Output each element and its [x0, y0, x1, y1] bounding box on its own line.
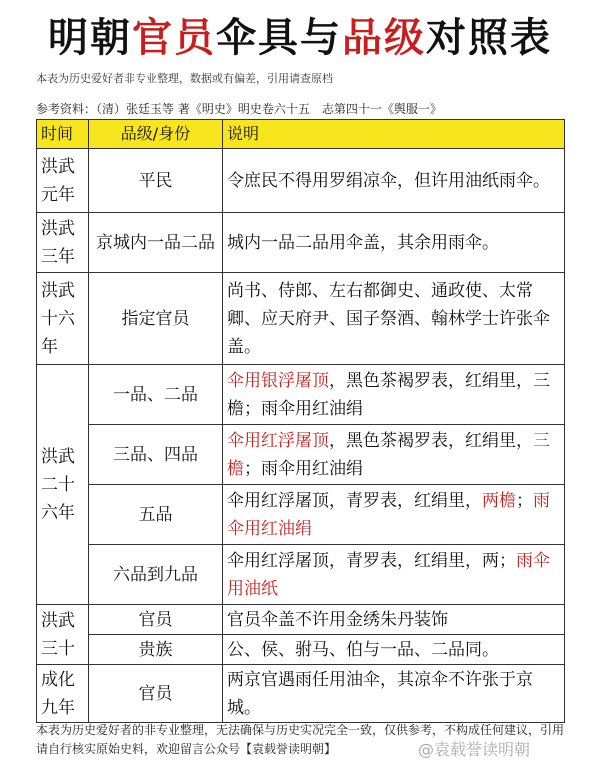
era-cell: 洪武三年	[37, 213, 89, 273]
rank-cell: 贵族	[89, 635, 223, 665]
subtitle-note: 本表为历史爱好者非专业整理，数据或有偏差，引用请查原档	[36, 72, 333, 85]
rank-cell: 指定官员	[89, 273, 223, 365]
desc-text: 伞用红浮屠顶，青罗表，红绢里，	[227, 490, 482, 511]
desc-text: ，黑色茶褐罗表，红绢里，	[329, 430, 533, 451]
rank-cell: 京城内一品二品	[89, 213, 223, 273]
desc-cell: 城内一品二品用伞盖，其余用雨伞。	[223, 213, 565, 273]
umbrella-rank-table	[36, 119, 565, 723]
highlight-text: 伞用红浮屠顶	[227, 430, 329, 451]
highlight-text: 两檐	[482, 490, 516, 511]
title-part: 官员	[132, 15, 216, 61]
title-part: 对照表	[426, 15, 552, 61]
era-cell: 成化九年	[37, 665, 89, 723]
table-row	[37, 545, 565, 605]
watermark: @袁载誉读明朝	[418, 740, 531, 759]
table-row	[37, 365, 565, 425]
table-row	[37, 635, 565, 665]
table-row	[37, 213, 565, 273]
title-part: 伞具	[216, 15, 300, 61]
desc-text: 伞用红浮屠顶，青罗表，红绢里，两；	[227, 550, 516, 571]
desc-cell: 两京官遇雨任用油伞，其凉伞不许张于京城。	[223, 665, 565, 723]
highlight-text: 伞用银浮屠顶	[227, 370, 329, 391]
rank-cell: 三品、四品	[89, 425, 223, 485]
desc-cell: 官员伞盖不许用金绣朱丹装饰	[223, 605, 565, 635]
table-row	[37, 425, 565, 485]
rank-cell: 一品、二品	[89, 365, 223, 425]
desc-cell: 公、侯、驸马、伯与一品、二品同。	[223, 635, 565, 665]
highlight-text: 雨伞用油纸	[227, 550, 550, 599]
references-line: 参考资料：（清）张廷玉等 著《明史》明史卷六十五 志第四十一《舆服一》	[36, 102, 442, 116]
rank-cell: 官员	[89, 605, 223, 635]
rank-cell: 官员	[89, 665, 223, 723]
table-row	[37, 485, 565, 545]
desc-text: ，黑色茶褐罗表，红绢里，三檐；雨伞用红油绢	[227, 370, 550, 419]
title-part: 与	[300, 15, 342, 61]
title-part: 品级	[342, 15, 426, 61]
highlight-text: 三檐	[227, 430, 550, 479]
page-title	[0, 14, 600, 62]
table-row	[37, 665, 565, 723]
footer-disclaimer: 本表为历史爱好者的非专业整理，无法确保与历史实况完全一致，仅供参考，不构成任何建议，引用请自行核实原始史料，欢迎留言公众号【袁载誉读明朝】	[36, 723, 565, 756]
desc-text: ；雨伞用红油绢	[244, 458, 363, 479]
rank-cell: 平民	[89, 149, 223, 213]
desc-cell: 令庶民不得用罗绢凉伞，但许用油纸雨伞。	[223, 149, 565, 213]
table-row	[37, 149, 565, 213]
era-cell: 洪武三十	[37, 605, 89, 665]
desc-cell	[223, 485, 565, 545]
table-row	[37, 273, 565, 365]
table-header-row	[37, 120, 565, 149]
desc-text: ；	[516, 490, 533, 511]
header-desc: 说明	[223, 120, 565, 149]
desc-cell	[223, 545, 565, 605]
era-cell: 洪武元年	[37, 149, 89, 213]
rank-cell: 六品到九品	[89, 545, 223, 605]
desc-cell	[223, 425, 565, 485]
era-cell: 洪武二十六年	[37, 365, 89, 605]
header-rank: 品级/身份	[89, 120, 223, 149]
desc-cell	[223, 365, 565, 425]
era-cell: 洪武十六年	[37, 273, 89, 365]
desc-cell: 尚书、侍郎、左右都御史、通政使、太常卿、应天府尹、国子祭酒、翰林学士许张伞盖。	[223, 273, 565, 365]
highlight-text: 雨伞用红油绢	[227, 490, 550, 539]
title-part: 明朝	[48, 15, 132, 61]
header-era: 时间	[37, 120, 89, 149]
table-row	[37, 605, 565, 635]
rank-cell: 五品	[89, 485, 223, 545]
